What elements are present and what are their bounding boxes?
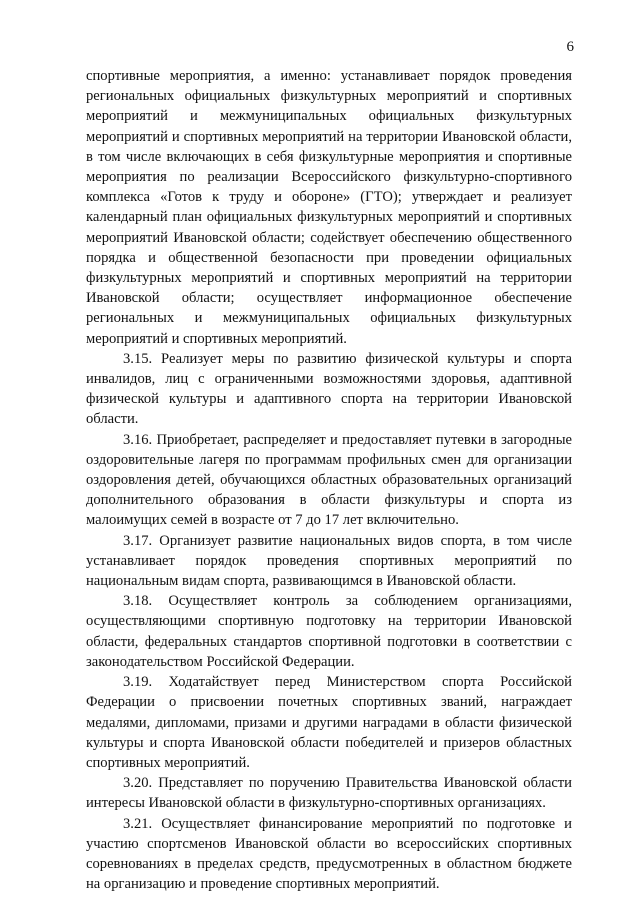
paragraph-3-19: 3.19. Ходатайствует перед Министерством спорта Российской Федерации о присвоении почетных спортивных званий, награждает медалями, дипломами, призами и другими наградами в области физической культуры и спорта Ивановской области победителей и призеров областных спортивных мероприятий. — [86, 674, 572, 771]
paragraph-3-20: 3.20. Представляет по поручению Правительства Ивановской области интересы Ивановской области в физкультурно-спортивных организациях. — [86, 775, 572, 812]
paragraph-3-17: 3.17. Организует развитие национальных видов спорта, в том числе устанавливает порядок проведения спортивных мероприятий по национальным видам спорта, развивающимся в Ивановской области. — [86, 532, 572, 590]
paragraph-3-15: 3.15. Реализует меры по развитию физической культуры и спорта инвалидов, лиц с ограниченными возможностями здоровья, адаптивной физической культуры и адаптивного спорта на территории Ивановской области. — [86, 350, 572, 428]
document-body — [86, 66, 572, 894]
paragraph-3-21: 3.21. Осуществляет финансирование мероприятий по подготовке и участию спортсменов Ивановской области во всероссийских спортивных соревнованиях в пределах средств, предусмотренных в областном бюджете на организацию и проведение спортивных мероприятий. — [86, 815, 572, 893]
paragraph-continuation: спортивные мероприятия, а именно: устанавливает порядок проведения региональных официальных физкультурных мероприятий и спортивных мероприятий и межмуниципальных официальных физкультурных мероприятий и спортивных мероприятий на территории Ивановской области, в том числе включающих в себя физкультурные мероприятия и спортивные мероприятия по реализации Всероссийского физкультурно-спортивного комплекса «Готов к труду и обороне» (ГТО); утверждает и реализует календарный план официальных физкультурных мероприятий и спортивных мероприятий Ивановской области; содействует обеспечению общественного порядка и общественной безопасности при проведении официальных физкультурных мероприятий и спортивных мероприятий на территории Ивановской области; осуществляет информационное обеспечение региональных и межмуниципальных официальных физкультурных мероприятий и спортивных мероприятий. — [86, 68, 572, 347]
paragraph-3-16: 3.16. Приобретает, распределяет и предоставляет путевки в загородные оздоровительные лагеря по программам профильных смен для организации оздоровления детей, обучающихся областных образовательных организаций дополнительного образования в области физкультуры и спорта из малоимущих семей в возрасте от 7 до 17 лет включительно. — [86, 431, 572, 529]
page-number: 6 — [566, 39, 574, 55]
paragraph-3-18: 3.18. Осуществляет контроль за соблюдением организациями, осуществляющими спортивную подготовку на территории Ивановской области, федеральных стандартов спортивной подготовки в соответствии с законодательством Российской Федерации. — [86, 593, 572, 670]
